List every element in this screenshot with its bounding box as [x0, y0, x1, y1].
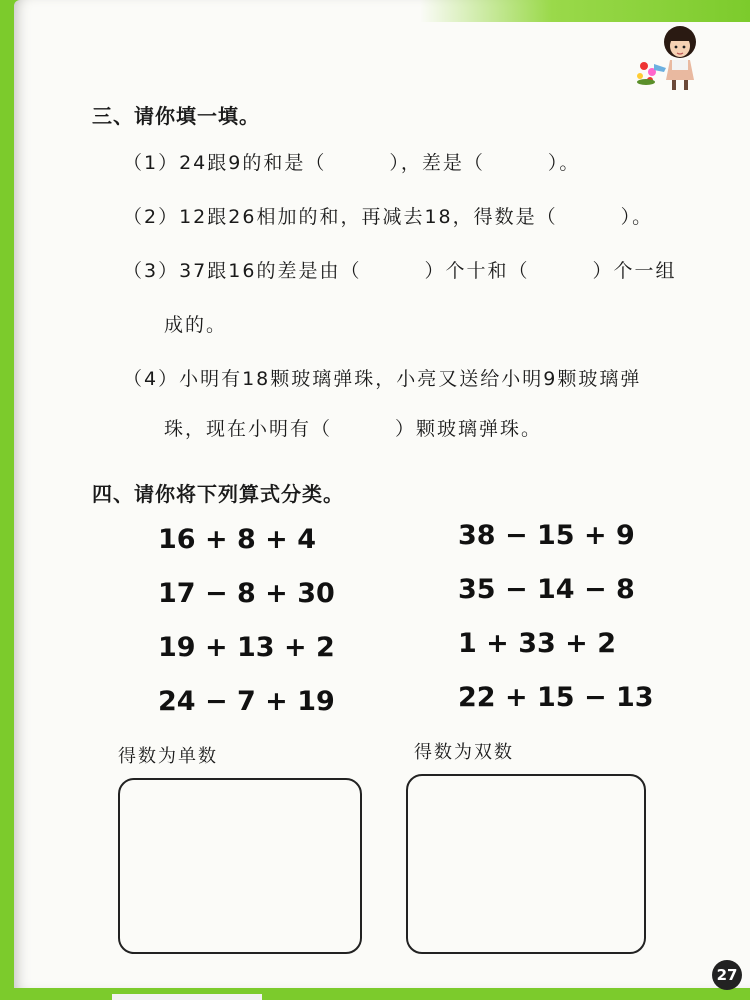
expression-right-1: 38 − 15 + 9: [458, 520, 635, 551]
bottom-tab-decoration: [112, 994, 262, 1000]
question-4-line1: （4）小明有18颗玻璃弹珠，小亮又送给小明9颗玻璃弹: [123, 368, 642, 390]
odd-answer-box[interactable]: [118, 778, 362, 954]
section4-title: 四、请你将下列算式分类。: [92, 482, 344, 506]
question-1: （1）24跟9的和是（ ），差是（ ）。: [123, 152, 581, 174]
even-answer-box[interactable]: [406, 774, 646, 954]
expression-right-4: 22 + 15 − 13: [458, 682, 654, 713]
odd-result-label: 得数为单数: [118, 746, 218, 767]
even-result-label: 得数为双数: [414, 742, 514, 763]
expression-right-2: 35 − 14 − 8: [458, 574, 635, 605]
question-2: （2）12跟26相加的和，再减去18，得数是（ ）。: [123, 206, 654, 228]
expression-right-3: 1 + 33 + 2: [458, 628, 616, 659]
question-4-line2: 珠，现在小明有（ ）颗玻璃弹珠。: [164, 418, 543, 440]
section3-title: 三、请你填一填。: [92, 104, 260, 128]
expression-left-3: 19 + 13 + 2: [158, 632, 335, 663]
expression-left-1: 16 + 8 + 4: [158, 524, 316, 555]
expression-left-4: 24 − 7 + 19: [158, 686, 335, 717]
question-3-line2: 成的。: [164, 314, 228, 336]
green-corner-decoration: [420, 0, 750, 22]
girl-illustration-icon: [632, 22, 712, 92]
expression-left-2: 17 − 8 + 30: [158, 578, 335, 609]
question-3-line1: （3）37跟16的差是由（ ）个十和（ ）个一组: [123, 260, 677, 282]
page-number: 27: [712, 960, 742, 990]
